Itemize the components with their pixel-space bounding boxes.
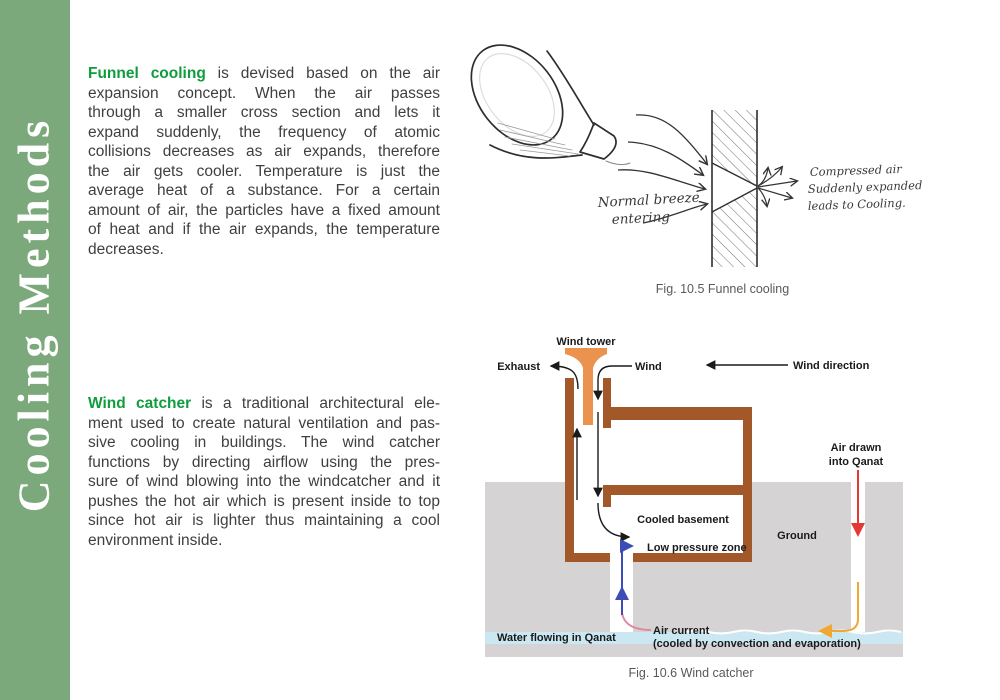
funnel-mouth-inner-line <box>470 39 570 150</box>
cooled-basement-label: Cooled basement <box>637 514 729 526</box>
wind-catcher-figure-caption: Fig. 10.6 Wind catcher <box>628 666 754 680</box>
funnel-figure-caption: Fig. 10.5 Funnel cooling <box>655 282 790 296</box>
wind-tower-label: Wind tower <box>556 336 616 348</box>
wind-paragraph-lines <box>88 414 440 551</box>
right-wall <box>743 407 752 562</box>
text-line: decreases. <box>88 240 164 258</box>
funnel-sketch <box>470 27 630 164</box>
funnel-spout <box>580 123 616 159</box>
text-line: since hot air is lighter thus maintaining a cool <box>88 512 440 529</box>
funnel-first-line-text: is devised based on the air <box>205 65 440 82</box>
text-line: expand suddenly, the frequency of atomic <box>88 123 440 141</box>
compressed-note-line1: Compressed air <box>809 161 903 179</box>
compressed-note-line2: Suddenly expanded <box>807 178 923 196</box>
wind-catcher-heading: Wind catcher <box>88 395 192 412</box>
tower-inner-wall <box>603 378 611 428</box>
wind-label: Wind <box>635 361 662 373</box>
compressed-note-line3: leads to Cooling. <box>807 195 906 213</box>
low-pressure-zone-label: Low pressure zone <box>647 542 747 554</box>
wind-first-line-text: is a traditional architectural ele- <box>191 395 440 412</box>
expanding-air-arrow <box>758 181 797 187</box>
air-current-label-line2: (cooled by convection and evaporation) <box>653 638 861 650</box>
text-line: sure of wind blowing into the windcatcher and it <box>88 473 440 490</box>
breeze-note-line1: Normal breeze <box>597 189 701 211</box>
paragraph-first-line <box>88 394 440 414</box>
air-drawn-label-line1: Air drawn <box>830 442 882 454</box>
wall-sketch <box>712 110 757 267</box>
ground-left <box>485 482 565 632</box>
funnel-paragraph-lines <box>88 84 440 260</box>
water-flowing-label: Water flowing in Qanat <box>497 632 616 644</box>
basement-floor-left <box>565 553 610 562</box>
ground-floor-lip <box>603 485 611 507</box>
text-line: environment inside. <box>88 531 223 549</box>
building-walls <box>565 378 752 562</box>
text-line: amount of air, the particles have a fixed amount <box>88 201 440 219</box>
text-line: ment used to create natural ventilation and pas- <box>88 414 440 432</box>
text-line: through a smaller cross section and lets it <box>88 104 440 121</box>
page-title: Cooling Methods <box>9 115 59 513</box>
text-line: sive cooling in buildings. The wind catcher <box>88 434 440 451</box>
funnel-cooling-figure <box>470 15 1000 280</box>
expanding-air-arrows <box>758 167 797 206</box>
low-pressure-blue-arrow <box>622 546 632 615</box>
sidebar-band <box>0 0 70 700</box>
funnel-spout-stray-line <box>606 161 630 165</box>
funnel-mouth <box>470 27 581 162</box>
breeze-arrow <box>618 170 705 189</box>
basement-flow-arrow <box>598 503 629 537</box>
roof <box>603 407 752 420</box>
ground-right-of-qanat <box>865 482 903 632</box>
air-drawn-label-line2: into Qanat <box>828 456 884 468</box>
ground-floor-slab <box>603 485 743 495</box>
text-line: the air gets cooler. Temperature is just the <box>88 162 440 180</box>
wind-catcher-paragraph <box>88 394 440 550</box>
funnel-shading-hatch <box>498 123 578 156</box>
text-line: of heat and if the air expands, the temperature <box>88 221 440 238</box>
breeze-arrow <box>628 142 703 175</box>
funnel-cooling-paragraph <box>88 64 440 259</box>
breeze-arrow <box>636 115 707 164</box>
ground-right-of-house <box>752 482 851 632</box>
text-line: average heat of a substance. For a certain <box>88 182 440 199</box>
exhaust-label: Exhaust <box>497 361 540 373</box>
basement-floor-right <box>633 553 752 562</box>
text-line: pushes the hot air which is present inside to top <box>88 492 440 510</box>
text-line: collisions decreases as air expands, therefore <box>88 143 440 160</box>
air-current-label-line1: Air current <box>653 625 710 637</box>
ground-under-house-right <box>633 562 752 632</box>
text-line: functions by directing airflow using the pres- <box>88 453 440 471</box>
text-line: expansion concept. When the air passes <box>88 84 440 102</box>
wind-catcher-figure <box>485 335 905 665</box>
breeze-note-line2: entering <box>611 208 671 228</box>
expanding-air-arrow <box>758 188 792 198</box>
ground-under-house-left <box>565 562 610 632</box>
ground-label: Ground <box>777 530 817 542</box>
funnel-cooling-heading: Funnel cooling <box>88 65 206 82</box>
wind-direction-label: Wind direction <box>793 360 870 372</box>
paragraph-first-line <box>88 64 440 84</box>
left-wall <box>565 378 574 562</box>
